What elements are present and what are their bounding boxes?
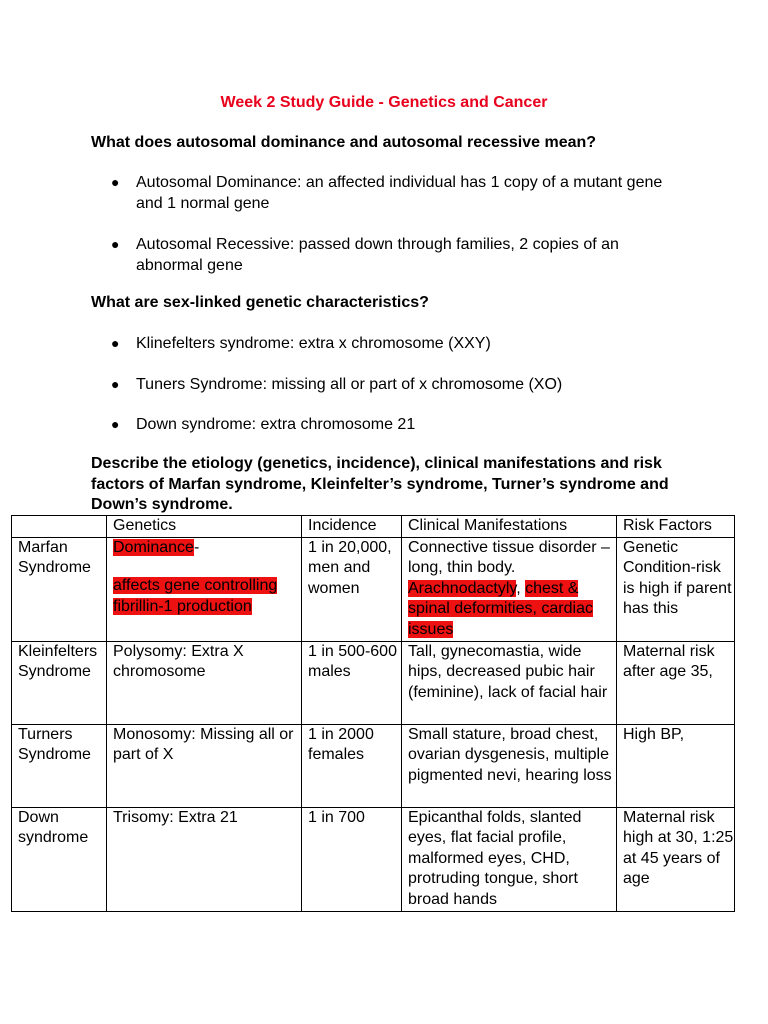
bullet-text: Autosomal Recessive: passed down through families, 2 copies of an abnormal gene xyxy=(136,236,619,274)
clinical-separator: , xyxy=(516,579,526,597)
clinical-cell xyxy=(402,537,617,641)
bullet-text: Down syndrome: extra chromosome 21 xyxy=(136,416,416,433)
table-row xyxy=(12,537,735,641)
table-row xyxy=(12,807,735,911)
genetics-cell xyxy=(107,537,302,641)
bullet-text: Klinefelters syndrome: extra x chromosome (XXY) xyxy=(136,335,491,352)
incidence-cell: 1 in 500-600 males xyxy=(302,641,402,724)
bullet-icon: ● xyxy=(111,335,120,351)
bullet-icon: ● xyxy=(111,174,120,190)
condition-cell: Marfan Syndrome xyxy=(12,537,107,641)
incidence-cell: 1 in 20,000, men and women xyxy=(302,537,402,641)
condition-cell: Turners Syndrome xyxy=(12,724,107,807)
highlighted-text: chest & spinal deformities, cardiac issues xyxy=(408,579,593,638)
page-title: Week 2 Study Guide - Genetics and Cancer xyxy=(220,94,548,111)
bullet-item xyxy=(111,234,681,276)
header-cell: Genetics xyxy=(107,516,302,538)
clinical-cell: Epicanthal folds, slanted eyes, flat facial profile, malformed eyes, CHD, protruding tongue, short broad hands xyxy=(402,807,617,911)
table-row xyxy=(12,724,735,807)
bullet-item xyxy=(111,414,681,435)
bullet-icon: ● xyxy=(111,376,120,392)
risk-cell: Genetic Condition-risk is high if parent has this xyxy=(617,537,735,641)
header-cell: Risk Factors xyxy=(617,516,735,538)
clinical-text: Connective tissue disorder – long, thin body. xyxy=(408,538,610,576)
table-header-row xyxy=(12,516,735,538)
table-row xyxy=(12,641,735,724)
highlighted-text: affects gene controlling fibrillin-1 production xyxy=(113,577,278,615)
syndrome-table xyxy=(11,515,735,912)
bullet-item xyxy=(111,374,681,395)
genetics-cell: Monosomy: Missing all or part of X xyxy=(107,724,302,807)
highlighted-text: Arachnodactyly xyxy=(408,579,517,597)
condition-cell: Down syndrome xyxy=(12,807,107,911)
header-cell: Clinical Manifestations xyxy=(402,516,617,538)
genetics-suffix: - xyxy=(193,538,200,556)
genetics-cell: Polysomy: Extra X chromosome xyxy=(107,641,302,724)
bullet-item xyxy=(111,172,681,214)
header-cell: Incidence xyxy=(302,516,402,538)
highlighted-text: Dominance xyxy=(113,538,194,556)
question-autosomal: What does autosomal dominance and autosomal recessive mean? xyxy=(91,134,597,151)
incidence-cell: 1 in 2000 females xyxy=(302,724,402,807)
spacer xyxy=(113,558,301,576)
question-sex-linked: What are sex-linked genetic characteristics? xyxy=(91,294,429,311)
risk-cell: Maternal risk high at 30, 1:25 at 45 years of age xyxy=(617,807,735,911)
bullet-text: Autosomal Dominance: an affected individual has 1 copy of a mutant gene and 1 normal gene xyxy=(136,174,663,212)
incidence-cell: 1 in 700 xyxy=(302,807,402,911)
syndrome-table-container xyxy=(11,515,735,912)
condition-cell: Kleinfelters Syndrome xyxy=(12,641,107,724)
risk-cell: High BP, xyxy=(617,724,735,807)
question-etiology: Describe the etiology (genetics, incidence), clinical manifestations and risk factors of Marfan syndrome, Kleinfelter’s syndrome, Turner’s syndrome and Down’s syndrome. xyxy=(91,455,669,513)
header-cell xyxy=(12,516,107,538)
clinical-cell: Tall, gynecomastia, wide hips, decreased pubic hair (feminine), lack of facial hair xyxy=(402,641,617,724)
bullet-item xyxy=(111,333,681,354)
bullet-text: Tuners Syndrome: missing all or part of x chromosome (XO) xyxy=(136,376,563,393)
risk-cell: Maternal risk after age 35, xyxy=(617,641,735,724)
clinical-cell: Small stature, broad chest, ovarian dysgenesis, multiple pigmented nevi, hearing loss xyxy=(402,724,617,807)
bullet-icon: ● xyxy=(111,416,120,432)
genetics-cell: Trisomy: Extra 21 xyxy=(107,807,302,911)
bullet-icon: ● xyxy=(111,236,120,252)
